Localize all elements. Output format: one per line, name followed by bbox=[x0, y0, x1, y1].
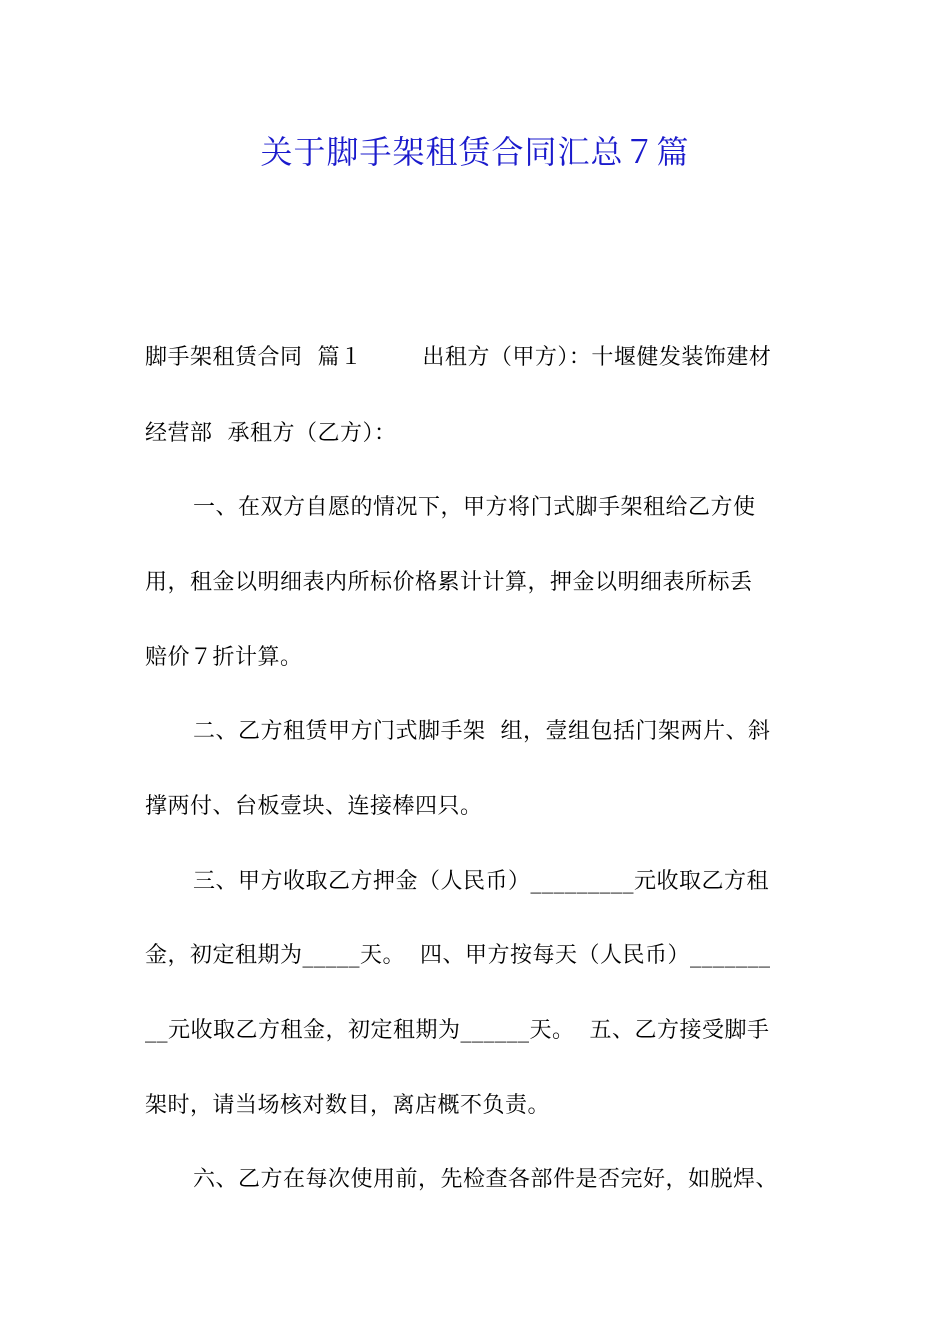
paragraph-line-1: 脚手架租赁合同 篇１ 出租方（甲方）：十堰健发装饰建材 bbox=[145, 345, 772, 370]
paragraph-line-5: 赔价７折计算。 bbox=[145, 645, 303, 670]
paragraph-line-9: 金，初定租期为_____天。 四、甲方按每天（人民币）_______ bbox=[145, 943, 771, 968]
paragraph-line-7: 撑两付、台板壹块、连接棒四只。 bbox=[145, 794, 483, 819]
paragraph-line-4: 用，租金以明细表内所标价格累计计算，押金以明细表所标丢 bbox=[145, 570, 753, 595]
paragraph-line-3: 一、在双方自愿的情况下，甲方将门式脚手架租给乙方使 bbox=[193, 495, 756, 520]
document-title: 关于脚手架租赁合同汇总７篇 bbox=[260, 133, 690, 171]
paragraph-line-8: 三、甲方收取乙方押金（人民币）_________元收取乙方租 bbox=[193, 869, 770, 894]
paragraph-line-12: 六、乙方在每次使用前，先检查各部件是否完好，如脱焊、 bbox=[193, 1167, 779, 1192]
paragraph-line-11: 架时，请当场核对数目，离店概不负责。 bbox=[145, 1093, 551, 1118]
paragraph-line-2: 经营部 承租方（乙方）： bbox=[145, 421, 397, 446]
paragraph-line-10: __元收取乙方租金，初定租期为______天。 五、乙方接受脚手 bbox=[145, 1018, 770, 1043]
paragraph-line-6: 二、乙方租赁甲方门式脚手架 组，壹组包括门架两片、斜 bbox=[193, 719, 771, 744]
